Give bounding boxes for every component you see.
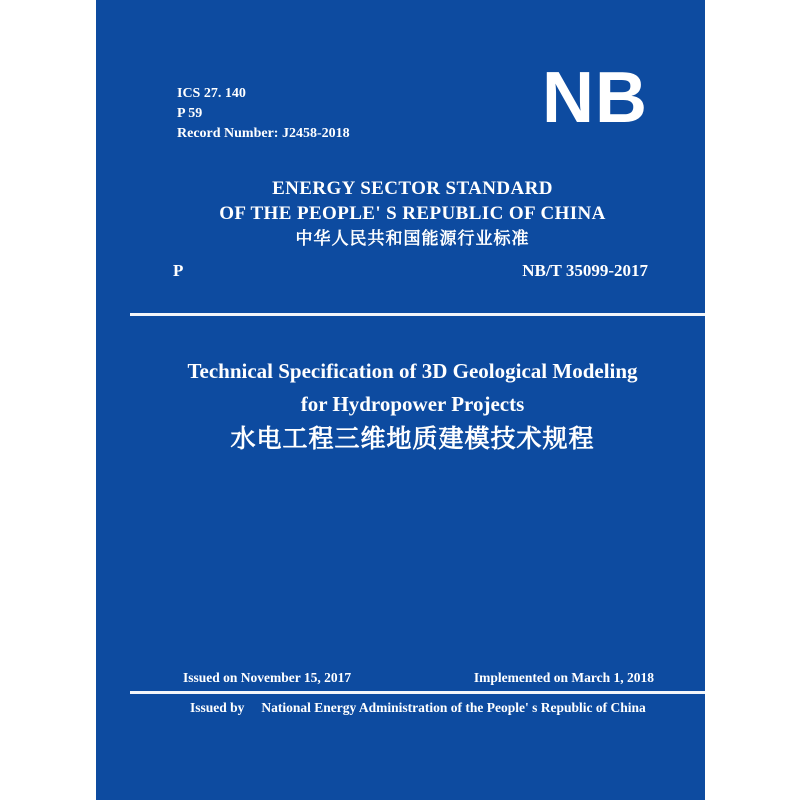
issued-date: Issued on November 15, 2017 <box>183 670 352 685</box>
standard-number: NB/T 35099-2017 <box>522 261 648 280</box>
org-name-en-line2: OF THE PEOPLE' S REPUBLIC OF CHINA <box>219 203 606 224</box>
title-zh: 水电工程三维地质建模技术规程 <box>230 426 595 453</box>
implemented-date: Implemented on March 1, 2018 <box>473 670 654 685</box>
issuing-organization-block <box>120 176 705 251</box>
dates-row <box>183 670 654 686</box>
record-number: Record Number: J2458-2018 <box>177 126 350 141</box>
issued-by-label: Issued by <box>190 700 245 715</box>
org-name-en-line1: ENERGY SECTOR STANDARD <box>272 178 553 199</box>
doc-class-letter: P <box>173 261 184 280</box>
ics-code: ICS 27. 140 <box>177 86 246 101</box>
issuer-row <box>190 700 685 716</box>
ics-classification-block <box>177 84 350 144</box>
org-name-zh: 中华人民共和国能源行业标准 <box>295 229 530 248</box>
standard-title-block <box>120 355 705 459</box>
issued-by-value: National Energy Administration of the People' s Republic of China <box>261 700 646 715</box>
classification-code: P 59 <box>177 106 203 121</box>
divider-line-bottom <box>130 691 705 694</box>
nb-logo: NB <box>542 58 648 138</box>
standard-number-row <box>173 261 648 281</box>
standard-cover <box>96 0 705 800</box>
divider-line-top <box>130 313 705 316</box>
title-en-line2: for Hydropower Projects <box>300 392 525 416</box>
title-en-line1: Technical Specification of 3D Geological Modeling <box>187 359 638 383</box>
